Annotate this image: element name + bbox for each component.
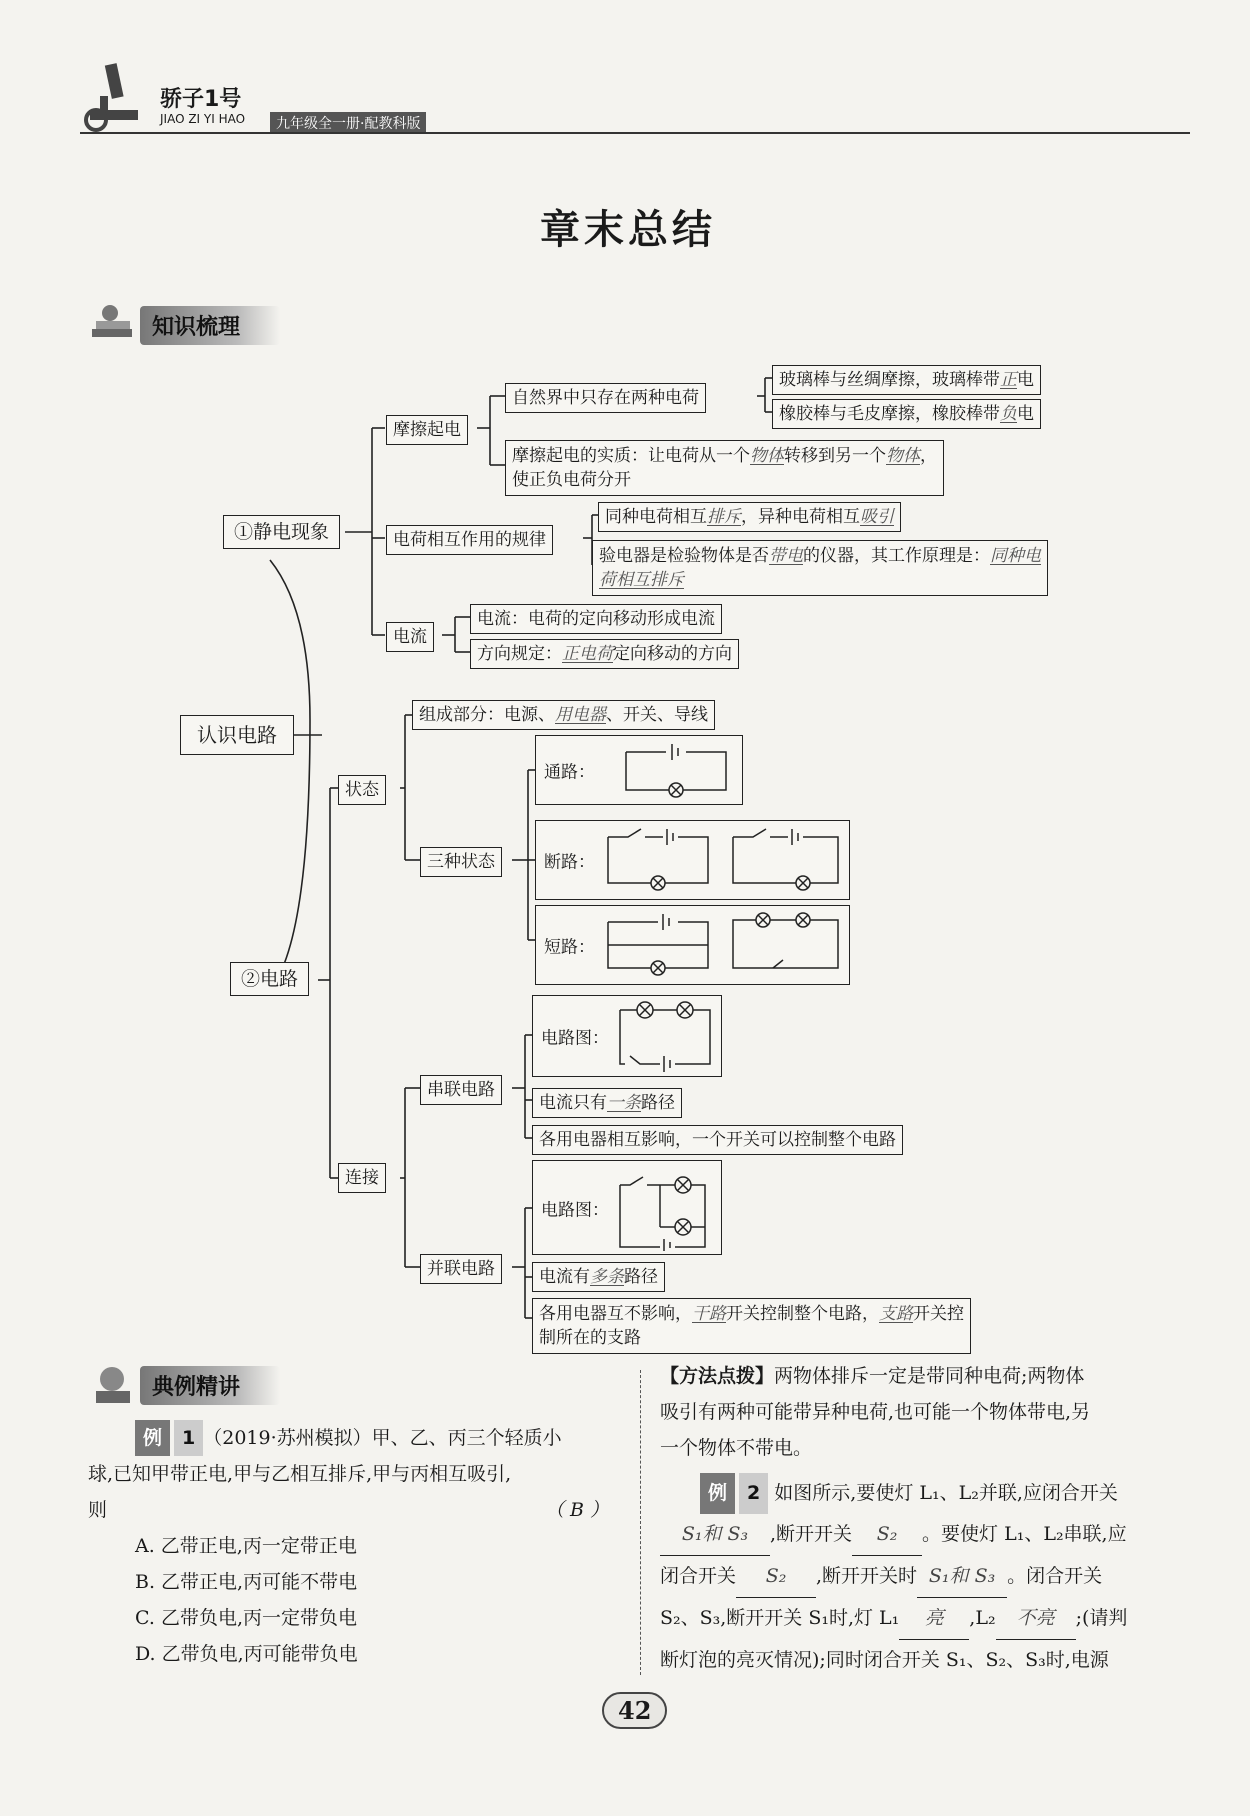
node-current-direction: 方向规定：正电荷定向移动的方向	[470, 639, 739, 669]
short-label: 短路：	[544, 937, 595, 958]
example-2: 例 2 如图所示,要使灯 L₁、L₂并联,应闭合开关 S₁和 S₃ ,断开开关 S₂ 。要使灯 L₁、L₂串联,应 闭合开关 S₂ ,断开开关时 S₁和 S₃ 。闭合开关 S₂、S₃,断开开关 S₁时,灯 L₁ 亮 ,L₂ 不亮 ;(请判 断灯泡的亮灭情况);同时闭合开关 S₁、S₂、S₃时,电源	[660, 1473, 1200, 1681]
example-1-option-b: B. 乙带正电,丙可能不带电	[135, 1571, 358, 1593]
node-state: 状态	[338, 775, 386, 805]
node-friction: 摩擦起电	[386, 415, 468, 445]
page-number: 42	[602, 1692, 667, 1729]
brand-pinyin: JIAO ZI YI HAO	[160, 112, 246, 126]
example-1	[135, 1420, 625, 1456]
open-label: 断路：	[544, 852, 595, 873]
node-charge-law: 电荷相互作用的规律	[386, 525, 553, 555]
example-1-option-d: D. 乙带负电,丙可能带负电	[135, 1643, 358, 1665]
series-diagram-box	[532, 995, 722, 1077]
node-series-effect: 各用电器相互影响，一个开关可以控制整个电路	[532, 1125, 903, 1155]
closed-label: 通路：	[544, 762, 595, 783]
series-diagram-label: 电路图：	[541, 1028, 609, 1049]
blank-6[interactable]: 不亮	[996, 1598, 1076, 1640]
example-1-line2: 球,已知甲带正电,甲与乙相互排斥,甲与丙相互吸引,	[88, 1463, 512, 1485]
section-header-examples	[88, 1365, 280, 1405]
parallel-circuit-diagram	[615, 1165, 715, 1251]
blank-2[interactable]: S₂	[852, 1514, 922, 1556]
node-parallel-effect: 各用电器互不影响，干路开关控制整个电路，支路开关控 制所在的支路	[532, 1298, 971, 1354]
short-circuit-diagram	[603, 910, 843, 980]
mindmap-root: 认识电路	[180, 715, 294, 755]
node-friction-essence: 摩擦起电的实质：让电荷从一个物体转移到另一个物体， 使正负电荷分开	[505, 440, 944, 496]
blank-5[interactable]: 亮	[899, 1598, 969, 1640]
circuit-closed	[535, 735, 743, 805]
section-title: 知识梳理	[140, 306, 280, 345]
example-1-line1: 例 1 （2019·苏州模拟）甲、乙、丙三个轻质小	[135, 1420, 625, 1456]
example-1-line3: 则	[88, 1499, 108, 1521]
node-series-path: 电流只有一条路径	[532, 1088, 682, 1118]
circuit-open	[535, 820, 850, 900]
node-rubber-rod: 橡胶棒与毛皮摩擦，橡胶棒带负电	[772, 399, 1041, 429]
node-parallel-path: 电流有多条路径	[532, 1262, 665, 1292]
node-components: 组成部分：电源、用电器、开关、导线	[412, 700, 715, 730]
method-label: 【方法点拨】	[660, 1365, 775, 1387]
closed-circuit-diagram	[616, 740, 736, 802]
open-circuit-diagram	[603, 825, 843, 895]
node-three-states: 三种状态	[420, 847, 502, 877]
page-title: 章末总结	[540, 206, 716, 253]
example-1-option-a: A. 乙带正电,丙一定带正电	[135, 1535, 357, 1557]
parallel-diagram-box	[532, 1160, 722, 1255]
student-mascot-icon	[88, 1363, 140, 1407]
node-connect: 连接	[338, 1163, 386, 1193]
parallel-diagram-label: 电路图：	[541, 1200, 609, 1220]
brand-name: 骄子1号	[160, 87, 242, 112]
circuit-short	[535, 905, 850, 985]
branch-circuit: ②电路	[230, 962, 309, 996]
node-electroscope: 验电器是检验物体是否带电的仪器，其工作原理是：同种电 荷相互排斥	[592, 540, 1048, 596]
section-title: 典例精讲	[140, 1366, 280, 1405]
node-parallel: 并联电路	[420, 1254, 502, 1284]
node-series: 串联电路	[420, 1075, 502, 1105]
node-current: 电流	[386, 622, 434, 652]
column-divider	[640, 1370, 641, 1675]
example-number: 1	[174, 1420, 203, 1456]
example-tag: 例	[135, 1420, 170, 1456]
node-current-def: 电流：电荷的定向移动形成电流	[470, 604, 722, 634]
node-like-unlike: 同种电荷相互排斥，异种电荷相互吸引	[598, 502, 901, 532]
blank-1[interactable]: S₁和 S₃	[660, 1514, 770, 1556]
branch-electrostatics: ①静电现象	[223, 515, 340, 549]
blank-4[interactable]: S₁和 S₃	[917, 1556, 1007, 1598]
method-tip: 【方法点拨】两物体排斥一定是带同种电荷;两物体 吸引有两种可能带异种电荷,也可能一个物体带电,另 一个物体不带电。	[660, 1365, 1091, 1459]
node-two-charges: 自然界中只存在两种电荷	[505, 383, 706, 413]
blank-3[interactable]: S₂	[736, 1556, 816, 1598]
example-1-option-c: C. 乙带负电,丙一定带负电	[135, 1607, 357, 1629]
edition-label: 九年级全一册·配教科版	[270, 112, 426, 134]
node-glass-rod: 玻璃棒与丝绸摩擦，玻璃棒带正电	[772, 365, 1041, 395]
series-circuit-diagram	[615, 1000, 715, 1074]
example-1-answer: （ B ）	[545, 1499, 610, 1521]
